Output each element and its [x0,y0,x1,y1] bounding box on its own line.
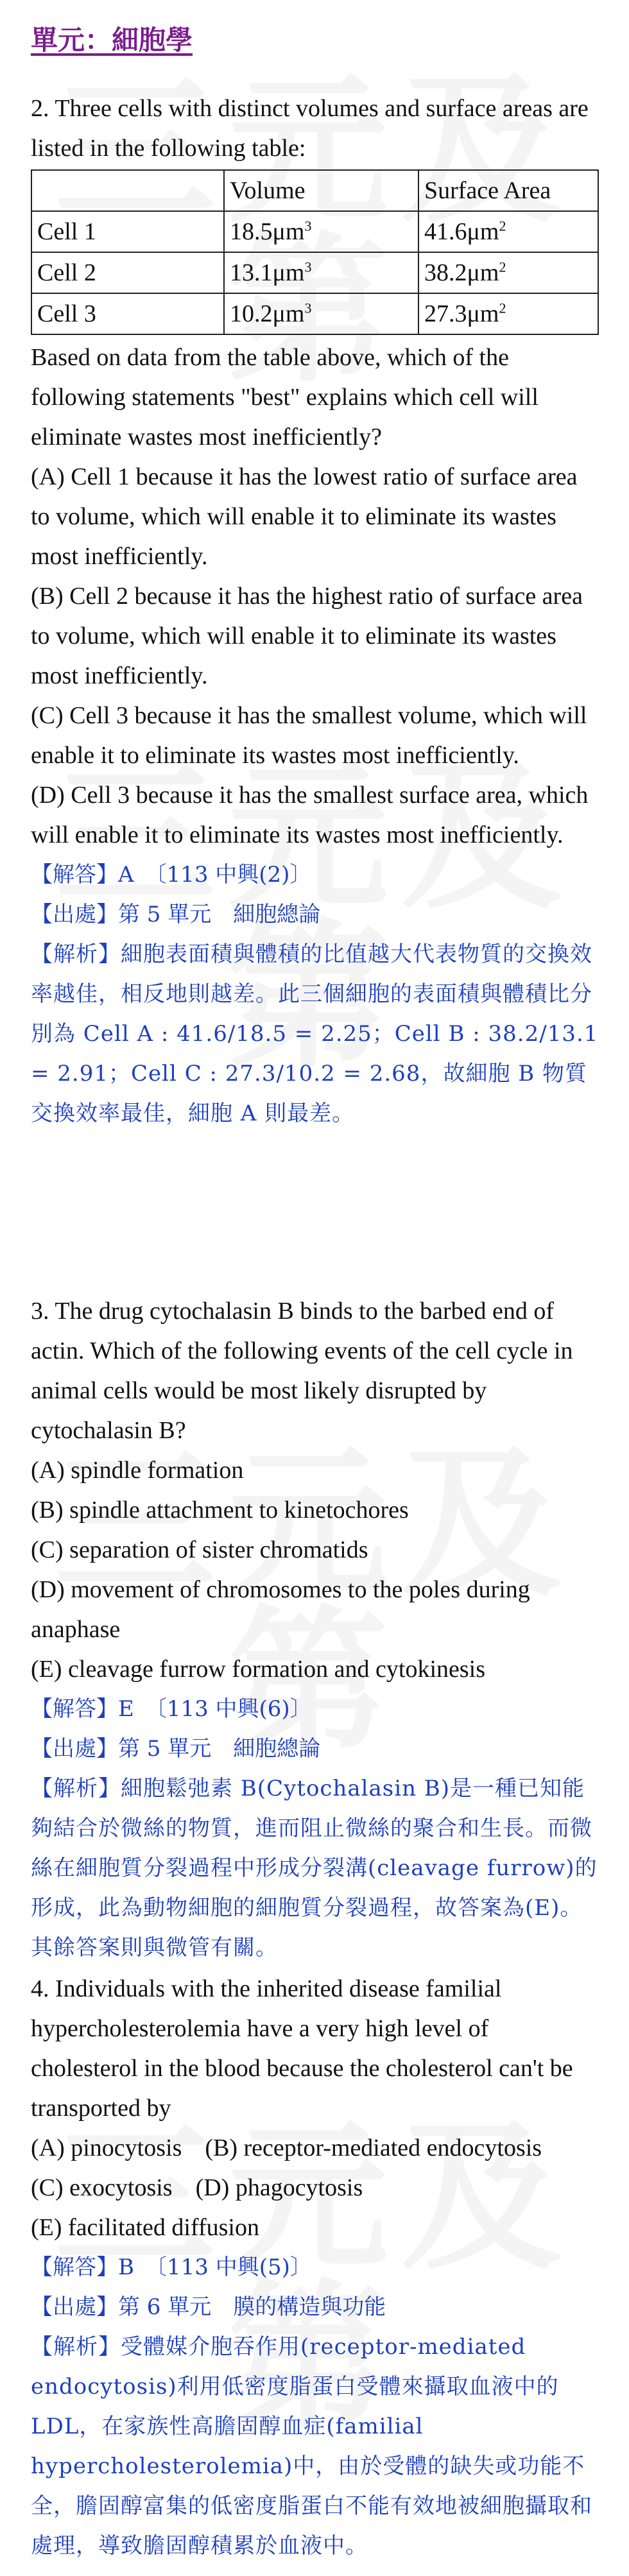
option-row [31,2168,599,2208]
table-row [31,293,598,334]
explanation-text: 【解析】細胞鬆弛素 B(Cytochalasin B)是一種已知能夠結合於微絲的物質，進而阻止微絲的聚合和生長。而微絲在細胞質分裂過程中形成分裂溝(cleavage furrow)的形成，此為動物細胞的細胞質分裂過程，故答案為(E)。其餘答案則與微管有關。 [31,1776,598,1961]
question-text: Based on data from the table above, which of the following statements "best" explains which cell will eliminate wastes most inefficiently? [31,344,539,451]
question-stem: 2. Three cells with distinct volumes and surface areas are listed in the following table: [31,95,589,162]
answer-block [31,855,599,1133]
cell-name: Cell 2 [31,252,224,293]
option-a: (A) Cell 1 because it has the lowest ratio of surface area to volume, which will enable it to eliminate its wastes most inefficiently. [31,463,578,570]
cell-area: $38.2\mu m^2$ [418,252,598,293]
answer-block [31,2247,599,2566]
option-a: (A) pinocytosis [31,2134,182,2161]
question-3 [31,1291,599,1968]
answer-block [31,1689,599,1968]
question-stem: 4. Individuals with the inherited disease familial hypercholesterolemia have a very high level of cholesterol in the blood because the cholesterol can't be transported by [31,1975,573,2122]
cell-name: Cell 3 [31,293,224,334]
option-row [31,2128,599,2168]
cell-volume: $18.5\mu m^3$ [224,211,418,252]
option-b: (B) receptor-mediated endocytosis [205,2134,542,2161]
answer-line: 【解答】A 〔113 中興(2)〕 [31,862,312,888]
table-row [31,252,598,293]
table-row [31,211,598,252]
option-d: (D) movement of chromosomes to the poles during anaphase [31,1576,530,1643]
table-header-row [31,170,598,211]
table-header-cell: Surface Area [418,170,598,211]
table-header-cell [31,170,224,211]
answer-line: 【解答】B 〔113 中興(5)〕 [31,2254,312,2280]
cell-volume: $10.2\mu m^3$ [224,293,418,334]
cell-table [31,169,599,335]
question-4 [31,1969,599,2566]
option-d: (D) phagocytosis [195,2174,363,2201]
source-line: 【出處】第 5 單元 細胞總論 [31,902,321,927]
unit-header: 單元：細胞學 [31,24,193,56]
source-line: 【出處】第 5 單元 細胞總論 [31,1736,321,1762]
cell-volume: $13.1\mu m^3$ [224,252,418,293]
answer-line: 【解答】E 〔113 中興(6)〕 [31,1696,312,1722]
table-header-cell: Volume [224,170,418,211]
option-b: (B) Cell 2 because it has the highest ratio of surface area to volume, which will enable it to eliminate its wastes most inefficiently. [31,583,583,689]
option-c: (C) exocytosis [31,2174,173,2201]
option-b: (B) spindle attachment to kinetochores [31,1497,409,1524]
option-a: (A) spindle formation [31,1457,244,1484]
explanation-text: 【解析】受體媒介胞吞作用(receptor-mediated endocytosis)利用低密度脂蛋白受體來攝取血液中的 LDL，在家族性高膽固醇血症(familial hypercholesterolemia)中，由於受體的缺失或功能不全，膽固醇富集的低密度脂蛋白不能有效地被細胞攝取和處理，導致膽固醇積累於血液中。 [31,2334,592,2559]
cell-area: $41.6\mu m^2$ [418,211,598,252]
option-d: (D) Cell 3 because it has the smallest surface area, which will enable it to eliminate its wastes most inefficiently. [31,782,589,848]
question-2 [31,89,599,1133]
option-c: (C) Cell 3 because it has the smallest volume, which will enable it to eliminate its wastes most inefficiently. [31,702,587,769]
explanation-text: 【解析】細胞表面積與體積的比值越大代表物質的交換效率越佳，相反地則越差。此三個細胞的表面積與體積比分別為 Cell A : 41.6/18.5 = 2.25；Cell B : 38.2/13.1 = 2.91；Cell C : 27.3/10.2 = 2.68，故細胞 B 物質交換效率最佳，細胞 A 則最差。 [31,941,599,1126]
question-stem: 3. The drug cytochalasin B binds to the barbed end of actin. Which of the following events of the cell cycle in animal cells would be most likely disrupted by cytochalasin B? [31,1298,573,1444]
cell-name: Cell 1 [31,211,224,252]
option-c: (C) separation of sister chromatids [31,1536,368,1563]
source-line: 【出處】第 6 單元 膜的構造與功能 [31,2294,386,2320]
option-e: (E) facilitated diffusion [31,2214,259,2241]
option-e: (E) cleavage furrow formation and cytokinesis [31,1656,486,1683]
cell-area: $27.3\mu m^2$ [418,293,598,334]
